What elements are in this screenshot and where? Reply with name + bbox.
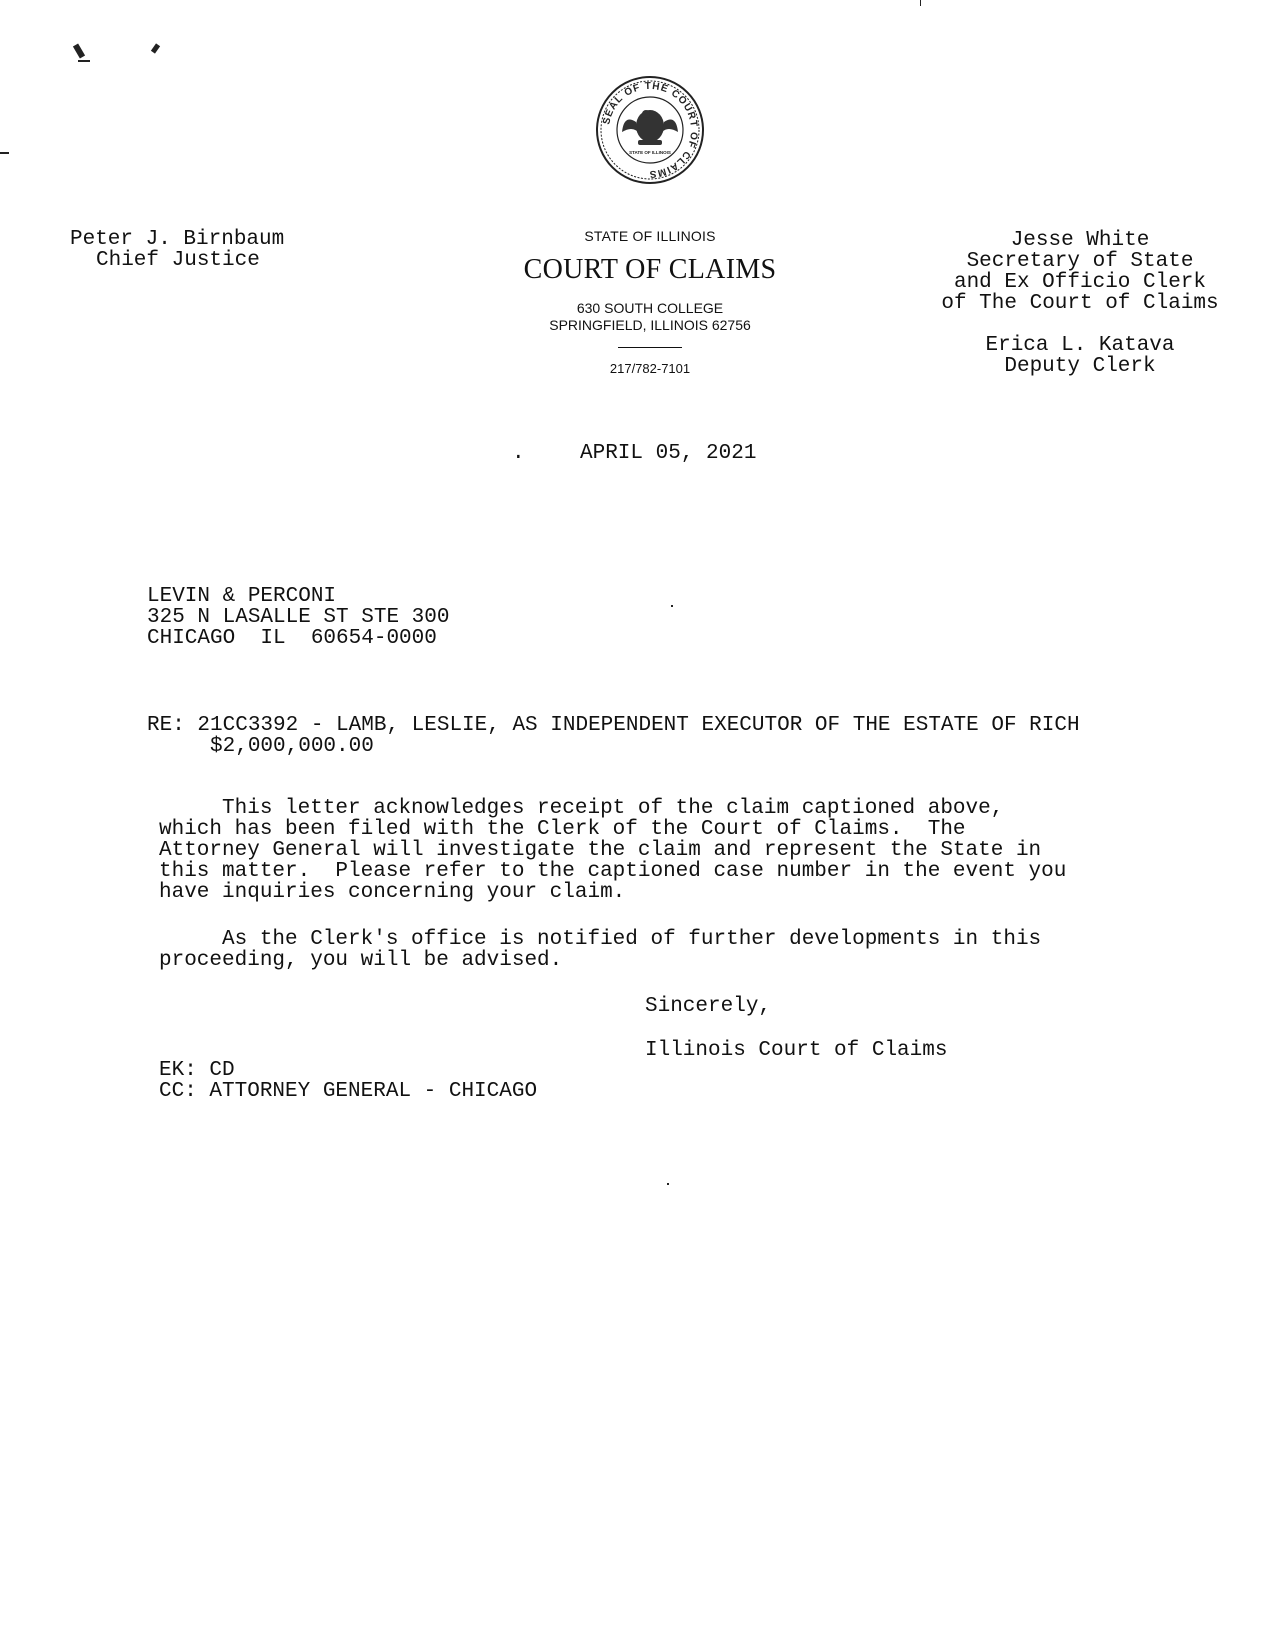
- recipient-city: CHICAGO IL 60654-0000: [147, 627, 437, 650]
- court-letterhead: [470, 228, 830, 377]
- letter-date: APRIL 05, 2021: [580, 442, 757, 465]
- scan-mark: [667, 1183, 669, 1185]
- court-seal: [594, 74, 706, 186]
- clerk-role: and Ex Officio Clerk: [953, 271, 1207, 294]
- body-line: This letter acknowledges receipt of the claim captioned above,: [159, 797, 1004, 820]
- court-address-line2: SPRINGFIELD, ILLINOIS 62756: [549, 317, 751, 333]
- body-paragraph-2: [159, 929, 1041, 971]
- court-name: COURT OF CLAIMS: [523, 254, 777, 285]
- deputy-clerk-name: Erica L. Katava: [985, 334, 1175, 357]
- body-line: proceeding, you will be advised.: [159, 949, 563, 972]
- clerk-block: [930, 230, 1230, 377]
- re-line: [147, 715, 1080, 757]
- re-amount: $2,000,000.00: [147, 735, 374, 758]
- svg-text:SEAL OF THE COURT OF CLAIMS: SEAL OF THE COURT OF CLAIMS: [601, 80, 700, 180]
- body-line: this matter. Please refer to the captioned case number in the event you: [159, 860, 1067, 883]
- seal-icon: [594, 74, 706, 186]
- recipient-street: 325 N LASALLE ST STE 300: [147, 606, 450, 629]
- closing-salutation: Sincerely,: [645, 995, 772, 1018]
- closing-organization: Illinois Court of Claims: [645, 1039, 948, 1062]
- scan-mark: [0, 152, 9, 154]
- scan-mark: [78, 60, 90, 62]
- body-line: which has been filed with the Clerk of the Court of Claims. The: [159, 818, 966, 841]
- court-address-line1: 630 SOUTH COLLEGE: [576, 300, 724, 316]
- initials: EK: CD: [159, 1059, 235, 1082]
- recipient-name: LEVIN & PERCONI: [147, 585, 337, 608]
- secretary-title: Secretary of State: [966, 250, 1194, 273]
- clerk-role-court: of The Court of Claims: [941, 292, 1219, 315]
- scan-dot: .: [512, 442, 525, 465]
- scan-mark: [671, 605, 673, 607]
- chief-justice-block: [70, 229, 284, 271]
- carbon-copy: CC: ATTORNEY GENERAL - CHICAGO: [159, 1080, 538, 1103]
- re-case: RE: 21CC3392 - LAMB, LESLIE, AS INDEPENDENT EXECUTOR OF THE ESTATE OF RICH: [147, 714, 1080, 737]
- scan-mark: [920, 0, 921, 6]
- court-phone: 217/782-7101: [609, 361, 691, 376]
- secretary-name: Jesse White: [1010, 229, 1150, 252]
- scan-mark: [73, 43, 85, 58]
- body-line: Attorney General will investigate the claim and represent the State in: [159, 839, 1042, 862]
- body-line: As the Clerk's office is notified of further developments in this: [159, 928, 1042, 951]
- chief-justice-name: Peter J. Birnbaum: [70, 228, 285, 251]
- body-paragraph-1: [159, 798, 1066, 903]
- letterhead-divider: [618, 347, 682, 348]
- deputy-clerk-title: Deputy Clerk: [1004, 355, 1156, 378]
- scan-mark: [151, 43, 160, 53]
- svg-text:STATE OF ILLINOIS: STATE OF ILLINOIS: [629, 150, 671, 155]
- chief-justice-title: Chief Justice: [96, 249, 260, 272]
- state-name: STATE OF ILLINOIS: [584, 228, 716, 244]
- recipient-address: [147, 586, 449, 649]
- body-line: have inquiries concerning your claim.: [159, 881, 626, 904]
- footer-notes: [159, 1060, 537, 1102]
